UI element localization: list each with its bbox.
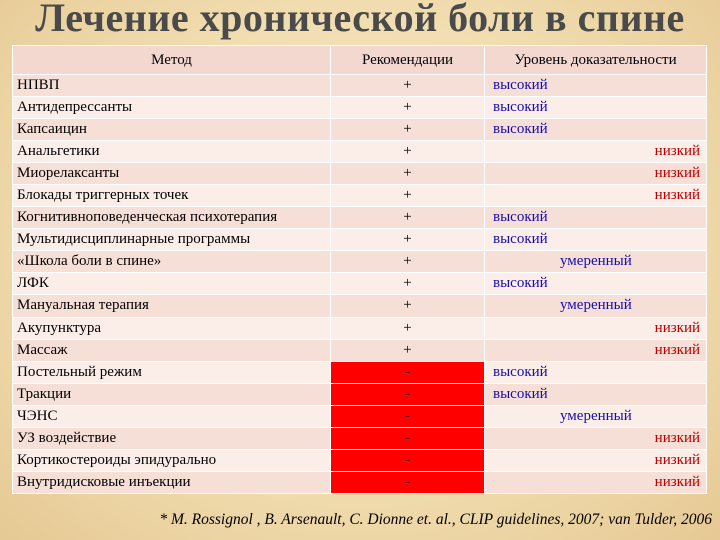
method-cell: ЧЭНС: [13, 405, 331, 427]
evidence-level: низкий: [654, 451, 700, 468]
recommendation-cell: +: [331, 273, 485, 295]
evidence-level: низкий: [654, 165, 700, 182]
method-cell: Мануальная терапия: [13, 295, 331, 317]
evidence-cell: [485, 361, 707, 383]
evidence-level: низкий: [654, 187, 700, 204]
header-recommendation: Рекомендации: [331, 46, 485, 75]
evidence-cell: [485, 471, 707, 493]
header-evidence: Уровень доказательности: [485, 46, 707, 75]
method-cell: «Школа боли в спине»: [13, 251, 331, 273]
method-cell: Мультидисциплинарные программы: [13, 229, 331, 251]
recommendation-cell: -: [331, 361, 485, 383]
table-row: [13, 383, 707, 405]
evidence-level: высокий: [493, 231, 548, 248]
recommendation-cell: -: [331, 427, 485, 449]
method-cell: Блокады триггерных точек: [13, 185, 331, 207]
recommendation-cell: +: [331, 207, 485, 229]
method-cell: Внутридисковые инъекции: [13, 471, 331, 493]
evidence-cell: [485, 251, 707, 273]
method-cell: Анальгетики: [13, 141, 331, 163]
recommendation-cell: +: [331, 317, 485, 339]
table-row: [13, 75, 707, 97]
evidence-cell: [485, 295, 707, 317]
evidence-level: высокий: [493, 385, 548, 402]
evidence-level: высокий: [493, 363, 548, 380]
table-row: [13, 339, 707, 361]
table-row: [13, 207, 707, 229]
evidence-level: низкий: [654, 143, 700, 160]
recommendation-cell: +: [331, 119, 485, 141]
evidence-level: умеренный: [560, 407, 632, 424]
slide-title: Лечение хронической боли в спине: [35, 0, 685, 40]
evidence-cell: [485, 449, 707, 471]
table-row: [13, 471, 707, 493]
evidence-cell: [485, 317, 707, 339]
method-cell: Массаж: [13, 339, 331, 361]
evidence-cell: [485, 207, 707, 229]
method-cell: Антидепрессанты: [13, 97, 331, 119]
recommendation-cell: -: [331, 471, 485, 493]
recommendation-cell: +: [331, 251, 485, 273]
table-row: [13, 119, 707, 141]
header-row: [13, 46, 707, 75]
method-cell: ЛФК: [13, 273, 331, 295]
evidence-cell: [485, 339, 707, 361]
recommendation-cell: -: [331, 449, 485, 471]
table-row: [13, 405, 707, 427]
method-cell: УЗ воздействие: [13, 427, 331, 449]
evidence-cell: [485, 75, 707, 97]
table-row: [13, 163, 707, 185]
evidence-level: высокий: [493, 121, 548, 138]
recommendation-cell: +: [331, 75, 485, 97]
evidence-level: умеренный: [560, 297, 632, 314]
evidence-cell: [485, 141, 707, 163]
table-row: [13, 295, 707, 317]
evidence-level: низкий: [654, 341, 700, 358]
method-cell: Когнитивноповеденческая психотерапия: [13, 207, 331, 229]
method-cell: Кортикостероиды эпидурально: [13, 449, 331, 471]
recommendation-cell: +: [331, 163, 485, 185]
table-row: [13, 229, 707, 251]
recommendation-cell: +: [331, 295, 485, 317]
evidence-cell: [485, 405, 707, 427]
evidence-cell: [485, 273, 707, 295]
recommendation-cell: +: [331, 229, 485, 251]
table-row: [13, 97, 707, 119]
method-cell: Капсаицин: [13, 119, 331, 141]
method-cell: Тракции: [13, 383, 331, 405]
method-cell: Постельный режим: [13, 361, 331, 383]
recommendation-cell: +: [331, 97, 485, 119]
method-cell: Миорелаксанты: [13, 163, 331, 185]
method-cell: НПВП: [13, 75, 331, 97]
recommendation-cell: +: [331, 141, 485, 163]
table-row: [13, 361, 707, 383]
table-row: [13, 273, 707, 295]
table-row: [13, 449, 707, 471]
recommendation-cell: -: [331, 383, 485, 405]
evidence-level: умеренный: [560, 253, 632, 270]
evidence-cell: [485, 119, 707, 141]
table-row: [13, 317, 707, 339]
evidence-cell: [485, 97, 707, 119]
evidence-cell: [485, 185, 707, 207]
recommendation-cell: +: [331, 339, 485, 361]
header-method: Метод: [13, 46, 331, 75]
evidence-level: высокий: [493, 99, 548, 116]
evidence-level: высокий: [493, 209, 548, 226]
evidence-level: низкий: [654, 429, 700, 446]
method-cell: Акупунктура: [13, 317, 331, 339]
evidence-level: низкий: [654, 319, 700, 336]
recommendation-cell: +: [331, 185, 485, 207]
evidence-level: высокий: [493, 77, 548, 93]
treatment-table: [12, 45, 707, 494]
evidence-cell: [485, 163, 707, 185]
footnote: * M. Rossignol , B. Arsenault, C. Dionne et. al., CLIP guidelines, 2007; van Tulder, 2006: [159, 511, 712, 528]
table-row: [13, 427, 707, 449]
evidence-level: низкий: [654, 473, 700, 490]
table-row: [13, 251, 707, 273]
evidence-level: высокий: [493, 275, 548, 292]
recommendation-cell: -: [331, 405, 485, 427]
evidence-cell: [485, 383, 707, 405]
table-row: [13, 141, 707, 163]
table-row: [13, 185, 707, 207]
evidence-cell: [485, 427, 707, 449]
evidence-cell: [485, 229, 707, 251]
